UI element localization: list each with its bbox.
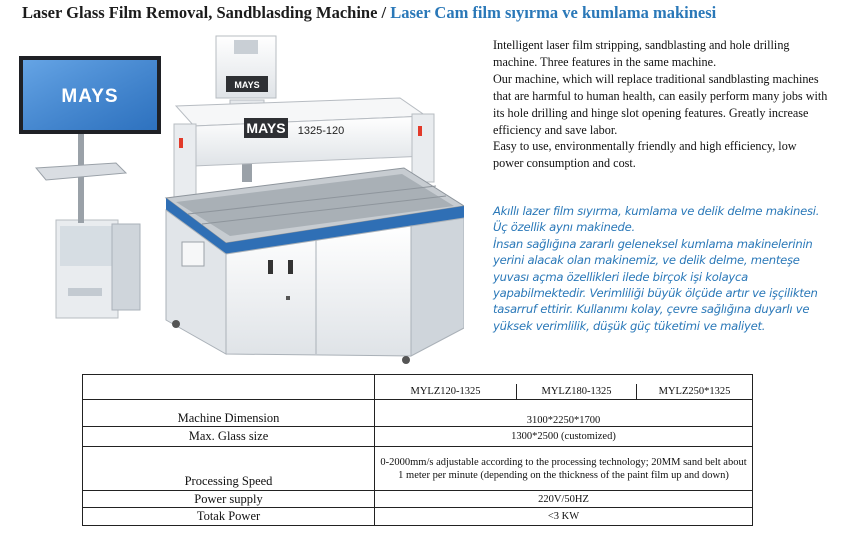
spec-label: Totak Power: [83, 508, 375, 526]
description-en-paragraph: Easy to use, environmentally friendly and high efficiency, low power consumption and cost.: [493, 139, 797, 171]
title-separator: /: [381, 3, 387, 22]
spec-value: 0-2000mm/s adjustable according to the processing technology; 20MM sand belt about 1 meter per minute (depending on the thickness of the paint film up and down): [375, 447, 753, 491]
title-turkish: Laser Cam film sıyırma ve kumlama makinesi: [390, 3, 717, 22]
spec-row: [83, 400, 753, 427]
spec-label: Processing Speed: [83, 447, 375, 491]
spec-value: 220V/50HZ: [375, 491, 753, 508]
description-en-paragraph: Our machine, which will replace traditional sandblasting machines that are harmful to human health, can easily perform many jobs with its hole drilling and hinge slot opening features. Greatly increase efficiency and save labor.: [493, 71, 828, 137]
description-english: [493, 37, 828, 172]
spec-label: Power supply: [83, 491, 375, 508]
spec-table: [82, 374, 753, 526]
description-tr-paragraph: İnsan sağlığına zararlı geleneksel kumlama makinelerinin yerini alacak olan makinemiz, ve delik delme, menteşe yuvası açma özellikleri ilede birçok işi kolayca yapabilmektedir. Verimliliği büyük ölçüde artır ve işçilikten tasarruf ettirir. Kullanımı kolay, çevre sağlığına duyarlı ve yüksek verimlilik, düşük güç tüketimi ve maliyet.: [493, 236, 818, 333]
head-brand-label: MAYS: [234, 80, 260, 90]
monitor-stand: [36, 126, 126, 223]
model-name: MYLZ120-1325: [375, 384, 517, 400]
spec-header-spacer-row: [83, 375, 753, 384]
description-turkish: [493, 203, 828, 334]
spec-value: 3100*2250*1700: [375, 400, 753, 427]
description-en-paragraph: Intelligent laser film stripping, sandblasting and hole drilling machine. Three features in the same machine.: [493, 38, 790, 69]
monitor: [19, 56, 161, 134]
spec-label: Machine Dimension: [83, 400, 375, 427]
spec-row: [83, 508, 753, 526]
model-name: MYLZ180-1325: [517, 384, 637, 400]
spec-label: Max. Glass size: [83, 427, 375, 447]
spec-row: [83, 491, 753, 508]
chiller-unit: [56, 220, 140, 318]
page-title: [22, 3, 716, 23]
beam-brand-label: MAYS: [246, 120, 286, 136]
description-tr-paragraph: Akıllı lazer film sıyırma, kumlama ve delik delme makinesi. Üç özellik aynı makinede.: [493, 204, 820, 235]
spec-corner-cell: [83, 375, 375, 400]
machine-photo: [16, 28, 464, 368]
spec-value: 1300*2500 (customized): [375, 427, 753, 447]
spec-value: <3 KW: [375, 508, 753, 526]
beam-model-plate: 1325-120: [297, 125, 345, 137]
spec-header-spacer: [375, 375, 753, 384]
spec-row: [83, 447, 753, 491]
model-name: MYLZ250*1325: [637, 384, 753, 400]
spec-row: [83, 427, 753, 447]
monitor-brand-logo: MAYS: [61, 86, 119, 107]
title-english: Laser Glass Film Removal, Sandblasding Machine: [22, 3, 378, 22]
